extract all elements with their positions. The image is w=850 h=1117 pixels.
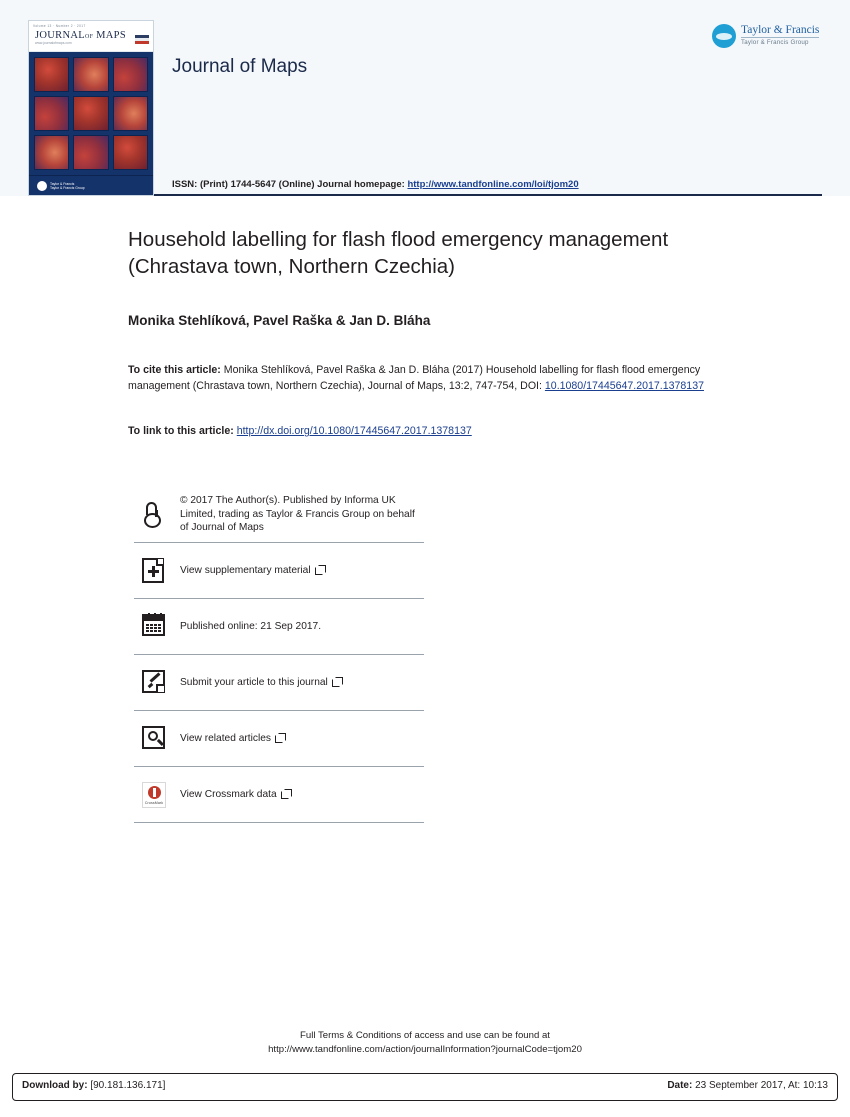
cover-top-strip <box>29 21 153 52</box>
article-doi-url-link[interactable]: http://dx.doi.org/10.1080/17445647.2017.1378137 <box>236 425 472 437</box>
terms-and-conditions <box>0 1029 850 1057</box>
terms-line-2: http://www.tandfonline.com/action/journalInformation?journalCode=tjom20 <box>268 1044 582 1055</box>
external-link-icon <box>315 565 324 574</box>
external-link-icon <box>281 789 290 798</box>
article-title: Household labelling for flash flood emergency management (Chrastava town, Northern Czechia) <box>128 228 669 278</box>
article-authors: Monika Stehlíková, Pavel Raška & Jan D. Bláha <box>128 313 431 328</box>
download-by <box>22 1080 165 1091</box>
copyright-text: © 2017 The Author(s). Published by Informa UK Limited, trading as Taylor & Francis Group on behalf of Journal of Maps <box>180 495 415 534</box>
date-value: 23 September 2017, At: 10:13 <box>695 1080 828 1091</box>
external-link-icon <box>332 677 341 686</box>
cover-art-cell <box>73 57 108 92</box>
journal-homepage-link[interactable]: http://www.tandfonline.com/loi/tjom20 <box>407 179 579 190</box>
cover-art-cell <box>113 57 148 92</box>
date-label: Date: <box>667 1080 693 1091</box>
journal-cover-thumbnail <box>28 20 154 196</box>
cover-title-of: OF <box>84 34 94 40</box>
related-articles-label <box>180 732 284 746</box>
cover-publisher-logo-icon <box>37 181 47 191</box>
crossmark-label <box>180 788 290 802</box>
cite-label: To cite this article: <box>128 364 221 376</box>
article-link-block <box>128 425 728 437</box>
crossmark-icon <box>142 782 168 808</box>
citation-block <box>128 363 728 394</box>
external-link-icon <box>275 733 284 742</box>
cover-footer <box>29 175 153 196</box>
download-by-label: Download by: <box>22 1080 88 1091</box>
cover-title-maps: MAPS <box>96 30 126 41</box>
globe-icon <box>712 24 736 48</box>
list-item-copyright <box>134 487 424 543</box>
search-related-icon <box>142 726 168 752</box>
crossmark-text: View Crossmark data <box>180 788 277 800</box>
terms-line-1: Full Terms & Conditions of access and use can be found at <box>300 1030 550 1041</box>
cover-artwork-grid <box>34 57 148 170</box>
calendar-icon <box>142 614 168 640</box>
doi-link[interactable]: 10.1080/17445647.2017.1378137 <box>544 379 704 392</box>
list-item-submit-article[interactable] <box>134 655 424 711</box>
list-item-published-online <box>134 599 424 655</box>
cover-art-cell <box>113 96 148 131</box>
cover-publisher <box>50 182 85 190</box>
cover-artwork <box>29 52 153 175</box>
list-item-supplementary-material[interactable] <box>134 543 424 599</box>
download-by-value: [90.181.136.171] <box>90 1080 166 1091</box>
submit-article-text: Submit your article to this journal <box>180 676 328 688</box>
pencil-submit-icon <box>142 670 168 696</box>
supplementary-material-label <box>180 564 324 578</box>
cover-title-main: JOURNAL <box>35 30 85 41</box>
cover-url: www.journalofmaps.com <box>35 41 72 45</box>
journal-title: Journal of Maps <box>172 56 308 77</box>
cover-art-cell <box>34 57 69 92</box>
taylor-francis-logo <box>712 22 822 56</box>
cover-art-cell <box>113 135 148 170</box>
publisher-name: Taylor & Francis <box>741 24 820 36</box>
submit-article-label <box>180 676 341 690</box>
published-online-text: Published online: 21 Sep 2017. <box>180 620 322 632</box>
cover-flag-icon <box>135 35 149 44</box>
list-item-related-articles[interactable] <box>134 711 424 767</box>
cover-publisher-name: Taylor & Francis <box>50 182 75 186</box>
cover-art-cell <box>34 96 69 131</box>
supplementary-material-text: View supplementary material <box>180 564 311 576</box>
open-access-lock-icon <box>142 502 168 528</box>
access-date <box>667 1080 828 1091</box>
publisher-tagline: Taylor & Francis Group <box>741 39 809 46</box>
cover-art-cell <box>73 96 108 131</box>
related-articles-text: View related articles <box>180 732 271 744</box>
publisher-divider <box>741 37 819 38</box>
cover-art-cell <box>73 135 108 170</box>
crossmark-icon-label: CrossMark <box>144 800 164 805</box>
issn-homepage-line <box>172 179 579 190</box>
issn-text: ISSN: (Print) 1744-5647 (Online) Journal homepage: <box>172 179 405 190</box>
add-file-icon <box>142 558 168 584</box>
article-actions-list <box>134 487 424 823</box>
list-item-crossmark[interactable] <box>134 767 424 823</box>
cover-publisher-sub: Taylor & Francis Group <box>50 186 85 190</box>
link-label: To link to this article: <box>128 425 234 437</box>
cover-art-cell <box>34 135 69 170</box>
cover-issue-line: Volume 13 · Number 2 · 2017 <box>33 24 86 28</box>
cite-text: Monika Stehlíková, Pavel Raška & Jan D. Bláha (2017) Household labelling for flash flood emergency management (Chrastava town, Northern Czechia), Journal of Maps, 13:2, 747-754, DOI: <box>128 364 701 392</box>
